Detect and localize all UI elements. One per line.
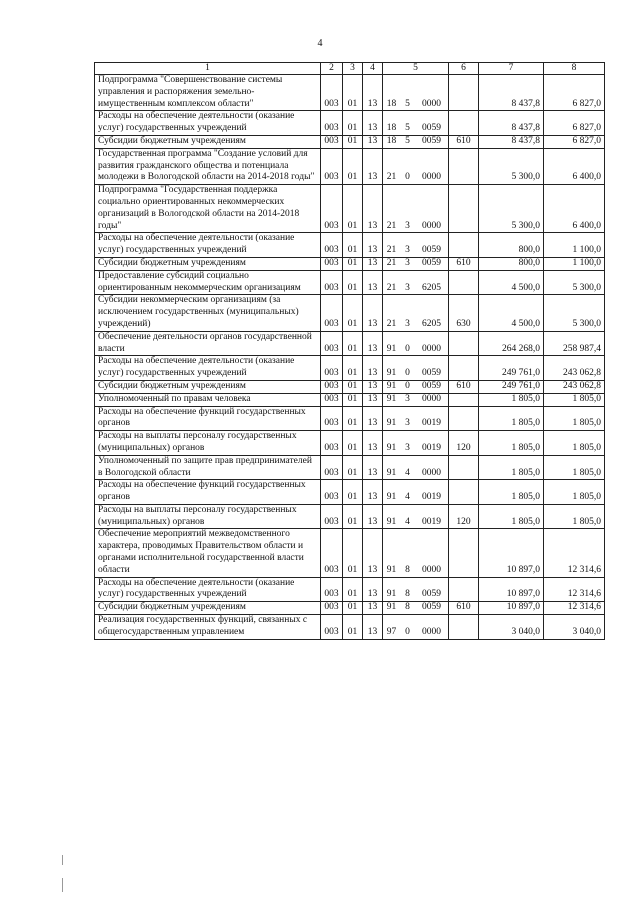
- cell-administrator-code: 003: [321, 233, 343, 258]
- cell-amount-col7: 1 805,0: [479, 504, 544, 529]
- cell-amount-col8: 1 100,0: [544, 233, 605, 258]
- table-row: [95, 75, 605, 111]
- cell-amount-col7: 264 268,0: [479, 331, 544, 356]
- header-col-4: 4: [363, 63, 383, 75]
- cell-expense-type-code: 610: [449, 135, 479, 148]
- cell-name: Государственная программа "Создание условий для развития гражданского общества и потенциала молодежи в Вологодской области на 2014-2018 годы": [95, 148, 321, 184]
- cell-subsection-code: 13: [363, 431, 383, 456]
- cell-name: Реализация государственных функций, связанных с общегосударственным управлением: [95, 615, 321, 640]
- cell-expense-type-code: [449, 406, 479, 431]
- cell-name: Обеспечение деятельности органов государственной власти: [95, 331, 321, 356]
- cell-subprogram-code: 3: [401, 431, 415, 456]
- cell-subprogram-code: 0: [401, 356, 415, 381]
- cell-subprogram-code: 5: [401, 135, 415, 148]
- cell-administrator-code: 003: [321, 602, 343, 615]
- cell-section-code: 01: [343, 602, 363, 615]
- cell-direction-code: 0000: [415, 455, 449, 480]
- cell-section-code: 01: [343, 480, 363, 505]
- cell-direction-code: 0000: [415, 331, 449, 356]
- cell-amount-col8: 12 314,6: [544, 602, 605, 615]
- cell-amount-col8: 1 805,0: [544, 455, 605, 480]
- cell-amount-col8: 5 300,0: [544, 270, 605, 295]
- cell-subsection-code: 13: [363, 135, 383, 148]
- table-row: [95, 135, 605, 148]
- cell-direction-code: 0019: [415, 504, 449, 529]
- cell-section-code: 01: [343, 431, 363, 456]
- header-row: [95, 63, 605, 75]
- cell-section-code: 01: [343, 295, 363, 331]
- cell-section-code: 01: [343, 356, 363, 381]
- cell-expense-type-code: [449, 480, 479, 505]
- cell-section-code: 01: [343, 406, 363, 431]
- cell-amount-col8: 6 827,0: [544, 135, 605, 148]
- cell-section-code: 01: [343, 270, 363, 295]
- cell-subsection-code: 13: [363, 356, 383, 381]
- cell-amount-col7: 1 805,0: [479, 431, 544, 456]
- cell-expense-type-code: 610: [449, 380, 479, 393]
- cell-amount-col7: 10 897,0: [479, 602, 544, 615]
- cell-amount-col7: 1 805,0: [479, 455, 544, 480]
- cell-amount-col7: 1 805,0: [479, 480, 544, 505]
- cell-amount-col7: 8 437,8: [479, 111, 544, 136]
- cell-expense-type-code: [449, 148, 479, 184]
- cell-amount-col8: 1 805,0: [544, 504, 605, 529]
- cell-name: Расходы на выплаты персоналу государственных (муниципальных) органов: [95, 504, 321, 529]
- cell-subsection-code: 13: [363, 529, 383, 577]
- cell-expense-type-code: 630: [449, 295, 479, 331]
- cell-expense-type-code: 120: [449, 431, 479, 456]
- cell-subsection-code: 13: [363, 380, 383, 393]
- cell-expense-type-code: [449, 577, 479, 602]
- table-row: [95, 380, 605, 393]
- cell-administrator-code: 003: [321, 529, 343, 577]
- cell-subsection-code: 13: [363, 295, 383, 331]
- cell-amount-col8: 1 805,0: [544, 431, 605, 456]
- cell-program-code: 18: [383, 135, 401, 148]
- table-row: [95, 148, 605, 184]
- cell-expense-type-code: [449, 233, 479, 258]
- cell-amount-col7: 249 761,0: [479, 356, 544, 381]
- cell-section-code: 01: [343, 257, 363, 270]
- cell-subprogram-code: 3: [401, 406, 415, 431]
- cell-subprogram-code: 8: [401, 529, 415, 577]
- cell-subsection-code: 13: [363, 148, 383, 184]
- cell-amount-col8: 6 400,0: [544, 148, 605, 184]
- cell-program-code: 91: [383, 455, 401, 480]
- cell-name: Субсидии бюджетным учреждениям: [95, 257, 321, 270]
- table-row: [95, 504, 605, 529]
- cell-amount-col7: 3 040,0: [479, 615, 544, 640]
- cell-program-code: 91: [383, 480, 401, 505]
- cell-administrator-code: 003: [321, 135, 343, 148]
- cell-administrator-code: 003: [321, 504, 343, 529]
- cell-name: Расходы на обеспечение функций государственных органов: [95, 406, 321, 431]
- cell-amount-col8: 6 827,0: [544, 111, 605, 136]
- table-row: [95, 331, 605, 356]
- cell-amount-col8: 1 805,0: [544, 393, 605, 406]
- cell-expense-type-code: [449, 615, 479, 640]
- cell-program-code: 91: [383, 529, 401, 577]
- cell-expense-type-code: [449, 356, 479, 381]
- cell-section-code: 01: [343, 233, 363, 258]
- cell-name: Субсидии бюджетным учреждениям: [95, 135, 321, 148]
- cell-amount-col7: 5 300,0: [479, 185, 544, 233]
- cell-section-code: 01: [343, 455, 363, 480]
- cell-amount-col7: 1 805,0: [479, 406, 544, 431]
- cell-direction-code: 0059: [415, 257, 449, 270]
- table-row: [95, 577, 605, 602]
- table-row: [95, 111, 605, 136]
- cell-administrator-code: 003: [321, 331, 343, 356]
- cell-direction-code: 0000: [415, 393, 449, 406]
- cell-name: Подпрограмма "Государственная поддержка социально ориентированных некоммерческих организаций в Вологодской области на 2014-2018 годы": [95, 185, 321, 233]
- cell-program-code: 91: [383, 380, 401, 393]
- cell-amount-col8: 3 040,0: [544, 615, 605, 640]
- cell-administrator-code: 003: [321, 480, 343, 505]
- cell-expense-type-code: [449, 270, 479, 295]
- cell-expense-type-code: 610: [449, 602, 479, 615]
- cell-administrator-code: 003: [321, 393, 343, 406]
- cell-name: Расходы на обеспечение функций государственных органов: [95, 480, 321, 505]
- cell-amount-col7: 8 437,8: [479, 75, 544, 111]
- header-col-8: 8: [544, 63, 605, 75]
- cell-subsection-code: 13: [363, 615, 383, 640]
- cell-expense-type-code: [449, 111, 479, 136]
- cell-section-code: 01: [343, 331, 363, 356]
- cell-section-code: 01: [343, 380, 363, 393]
- cell-subsection-code: 13: [363, 331, 383, 356]
- cell-direction-code: 0000: [415, 75, 449, 111]
- cell-expense-type-code: 610: [449, 257, 479, 270]
- cell-subsection-code: 13: [363, 406, 383, 431]
- cell-direction-code: 0000: [415, 529, 449, 577]
- cell-administrator-code: 003: [321, 148, 343, 184]
- cell-direction-code: 0019: [415, 406, 449, 431]
- cell-administrator-code: 003: [321, 75, 343, 111]
- cell-subprogram-code: 3: [401, 295, 415, 331]
- cell-subprogram-code: 0: [401, 380, 415, 393]
- cell-amount-col8: 243 062,8: [544, 380, 605, 393]
- budget-table: [94, 62, 605, 640]
- header-col-2: 2: [321, 63, 343, 75]
- cell-administrator-code: 003: [321, 257, 343, 270]
- cell-direction-code: 0059: [415, 356, 449, 381]
- cell-amount-col8: 1 805,0: [544, 480, 605, 505]
- cell-amount-col7: 4 500,0: [479, 270, 544, 295]
- cell-amount-col7: 8 437,8: [479, 135, 544, 148]
- cell-administrator-code: 003: [321, 380, 343, 393]
- cell-administrator-code: 003: [321, 111, 343, 136]
- table-row: [95, 233, 605, 258]
- cell-expense-type-code: [449, 393, 479, 406]
- cell-amount-col7: 10 897,0: [479, 577, 544, 602]
- cell-program-code: 91: [383, 393, 401, 406]
- cell-name: Расходы на обеспечение деятельности (оказание услуг) государственных учреждений: [95, 233, 321, 258]
- table-row: [95, 393, 605, 406]
- cell-subsection-code: 13: [363, 480, 383, 505]
- cell-expense-type-code: [449, 331, 479, 356]
- cell-expense-type-code: [449, 529, 479, 577]
- cell-direction-code: 6205: [415, 295, 449, 331]
- cell-name: Расходы на обеспечение деятельности (оказание услуг) государственных учреждений: [95, 111, 321, 136]
- cell-subprogram-code: 3: [401, 257, 415, 270]
- cell-program-code: 21: [383, 233, 401, 258]
- cell-program-code: 91: [383, 331, 401, 356]
- cell-program-code: 97: [383, 615, 401, 640]
- cell-subprogram-code: 5: [401, 75, 415, 111]
- table-row: [95, 455, 605, 480]
- table-row: [95, 529, 605, 577]
- cell-program-code: 18: [383, 75, 401, 111]
- cell-administrator-code: 003: [321, 455, 343, 480]
- cell-name: Субсидии бюджетным учреждениям: [95, 380, 321, 393]
- cell-administrator-code: 003: [321, 270, 343, 295]
- cell-direction-code: 6205: [415, 270, 449, 295]
- cell-subsection-code: 13: [363, 577, 383, 602]
- cell-administrator-code: 003: [321, 577, 343, 602]
- cell-amount-col8: 12 314,6: [544, 529, 605, 577]
- cell-amount-col8: 6 827,0: [544, 75, 605, 111]
- cell-direction-code: 0000: [415, 148, 449, 184]
- cell-subprogram-code: 3: [401, 185, 415, 233]
- cell-subsection-code: 13: [363, 185, 383, 233]
- cell-subsection-code: 13: [363, 270, 383, 295]
- cell-name: Уполномоченный по защите прав предпринимателей в Вологодской области: [95, 455, 321, 480]
- cell-amount-col8: 6 400,0: [544, 185, 605, 233]
- table-row: [95, 270, 605, 295]
- cell-section-code: 01: [343, 615, 363, 640]
- cell-administrator-code: 003: [321, 431, 343, 456]
- cell-expense-type-code: [449, 185, 479, 233]
- cell-amount-col7: 5 300,0: [479, 148, 544, 184]
- cell-subprogram-code: 5: [401, 111, 415, 136]
- cell-amount-col8: 243 062,8: [544, 356, 605, 381]
- header-col-6: 6: [449, 63, 479, 75]
- cell-section-code: 01: [343, 75, 363, 111]
- cell-administrator-code: 003: [321, 615, 343, 640]
- cell-administrator-code: 003: [321, 295, 343, 331]
- cell-section-code: 01: [343, 504, 363, 529]
- cell-amount-col8: 1 100,0: [544, 257, 605, 270]
- cell-section-code: 01: [343, 529, 363, 577]
- cell-amount-col8: 258 987,4: [544, 331, 605, 356]
- cell-amount-col7: 1 805,0: [479, 393, 544, 406]
- cell-administrator-code: 003: [321, 356, 343, 381]
- cell-direction-code: 0059: [415, 602, 449, 615]
- table-row: [95, 185, 605, 233]
- cell-subprogram-code: 4: [401, 504, 415, 529]
- binding-mark: [62, 878, 63, 892]
- cell-name: Субсидии некоммерческим организациям (за исключением государственных (муниципальных) учреждений): [95, 295, 321, 331]
- cell-administrator-code: 003: [321, 185, 343, 233]
- cell-name: Уполномоченный по правам человека: [95, 393, 321, 406]
- cell-subsection-code: 13: [363, 75, 383, 111]
- cell-program-code: 21: [383, 295, 401, 331]
- cell-direction-code: 0000: [415, 185, 449, 233]
- cell-subprogram-code: 3: [401, 393, 415, 406]
- cell-program-code: 21: [383, 185, 401, 233]
- cell-program-code: 91: [383, 356, 401, 381]
- cell-amount-col7: 249 761,0: [479, 380, 544, 393]
- cell-program-code: 91: [383, 406, 401, 431]
- cell-program-code: 18: [383, 111, 401, 136]
- table-row: [95, 431, 605, 456]
- cell-program-code: 91: [383, 577, 401, 602]
- header-col-3: 3: [343, 63, 363, 75]
- cell-section-code: 01: [343, 393, 363, 406]
- cell-direction-code: 0019: [415, 480, 449, 505]
- cell-name: Расходы на выплаты персоналу государственных (муниципальных) органов: [95, 431, 321, 456]
- cell-subprogram-code: 3: [401, 233, 415, 258]
- cell-name: Субсидии бюджетным учреждениям: [95, 602, 321, 615]
- table-row: [95, 356, 605, 381]
- cell-subsection-code: 13: [363, 504, 383, 529]
- cell-direction-code: 0059: [415, 380, 449, 393]
- cell-subsection-code: 13: [363, 455, 383, 480]
- cell-direction-code: 0000: [415, 615, 449, 640]
- cell-expense-type-code: [449, 455, 479, 480]
- cell-program-code: 91: [383, 602, 401, 615]
- cell-program-code: 21: [383, 270, 401, 295]
- cell-direction-code: 0059: [415, 577, 449, 602]
- table-row: [95, 602, 605, 615]
- binding-mark: [62, 855, 63, 865]
- page-number: 4: [317, 38, 323, 49]
- cell-program-code: 91: [383, 504, 401, 529]
- cell-expense-type-code: 120: [449, 504, 479, 529]
- cell-subsection-code: 13: [363, 393, 383, 406]
- cell-section-code: 01: [343, 135, 363, 148]
- cell-subprogram-code: 3: [401, 270, 415, 295]
- cell-amount-col7: 800,0: [479, 257, 544, 270]
- cell-program-code: 21: [383, 257, 401, 270]
- cell-name: Предоставление субсидий социально ориентированным некоммерческим организациям: [95, 270, 321, 295]
- cell-administrator-code: 003: [321, 406, 343, 431]
- table-row: [95, 480, 605, 505]
- table-row: [95, 615, 605, 640]
- cell-subprogram-code: 8: [401, 577, 415, 602]
- cell-name: Обеспечение мероприятий межведомственного характера, проводимых Правительством области и органами исполнительной государственной власти области: [95, 529, 321, 577]
- cell-amount-col7: 800,0: [479, 233, 544, 258]
- cell-section-code: 01: [343, 111, 363, 136]
- cell-section-code: 01: [343, 577, 363, 602]
- table-row: [95, 257, 605, 270]
- cell-subprogram-code: 0: [401, 331, 415, 356]
- cell-section-code: 01: [343, 185, 363, 233]
- cell-subprogram-code: 4: [401, 455, 415, 480]
- cell-expense-type-code: [449, 75, 479, 111]
- cell-name: Расходы на обеспечение деятельности (оказание услуг) государственных учреждений: [95, 356, 321, 381]
- header-col-1: 1: [95, 63, 321, 75]
- cell-program-code: 91: [383, 431, 401, 456]
- cell-amount-col8: 5 300,0: [544, 295, 605, 331]
- cell-subprogram-code: 0: [401, 148, 415, 184]
- cell-amount-col8: 12 314,6: [544, 577, 605, 602]
- cell-subprogram-code: 0: [401, 615, 415, 640]
- cell-subprogram-code: 8: [401, 602, 415, 615]
- cell-direction-code: 0059: [415, 111, 449, 136]
- table-row: [95, 406, 605, 431]
- cell-section-code: 01: [343, 148, 363, 184]
- header-col-7: 7: [479, 63, 544, 75]
- cell-subprogram-code: 4: [401, 480, 415, 505]
- cell-subsection-code: 13: [363, 111, 383, 136]
- cell-direction-code: 0059: [415, 233, 449, 258]
- cell-name: Расходы на обеспечение деятельности (оказание услуг) государственных учреждений: [95, 577, 321, 602]
- cell-name: Подпрограмма "Совершенствование системы управления и распоряжения земельно-имущественным комплексом области": [95, 75, 321, 111]
- cell-subsection-code: 13: [363, 233, 383, 258]
- header-col-5: 5: [383, 63, 449, 75]
- cell-amount-col7: 4 500,0: [479, 295, 544, 331]
- cell-amount-col7: 10 897,0: [479, 529, 544, 577]
- table-row: [95, 295, 605, 331]
- cell-subsection-code: 13: [363, 602, 383, 615]
- cell-direction-code: 0059: [415, 135, 449, 148]
- cell-subsection-code: 13: [363, 257, 383, 270]
- cell-program-code: 21: [383, 148, 401, 184]
- cell-direction-code: 0019: [415, 431, 449, 456]
- cell-amount-col8: 1 805,0: [544, 406, 605, 431]
